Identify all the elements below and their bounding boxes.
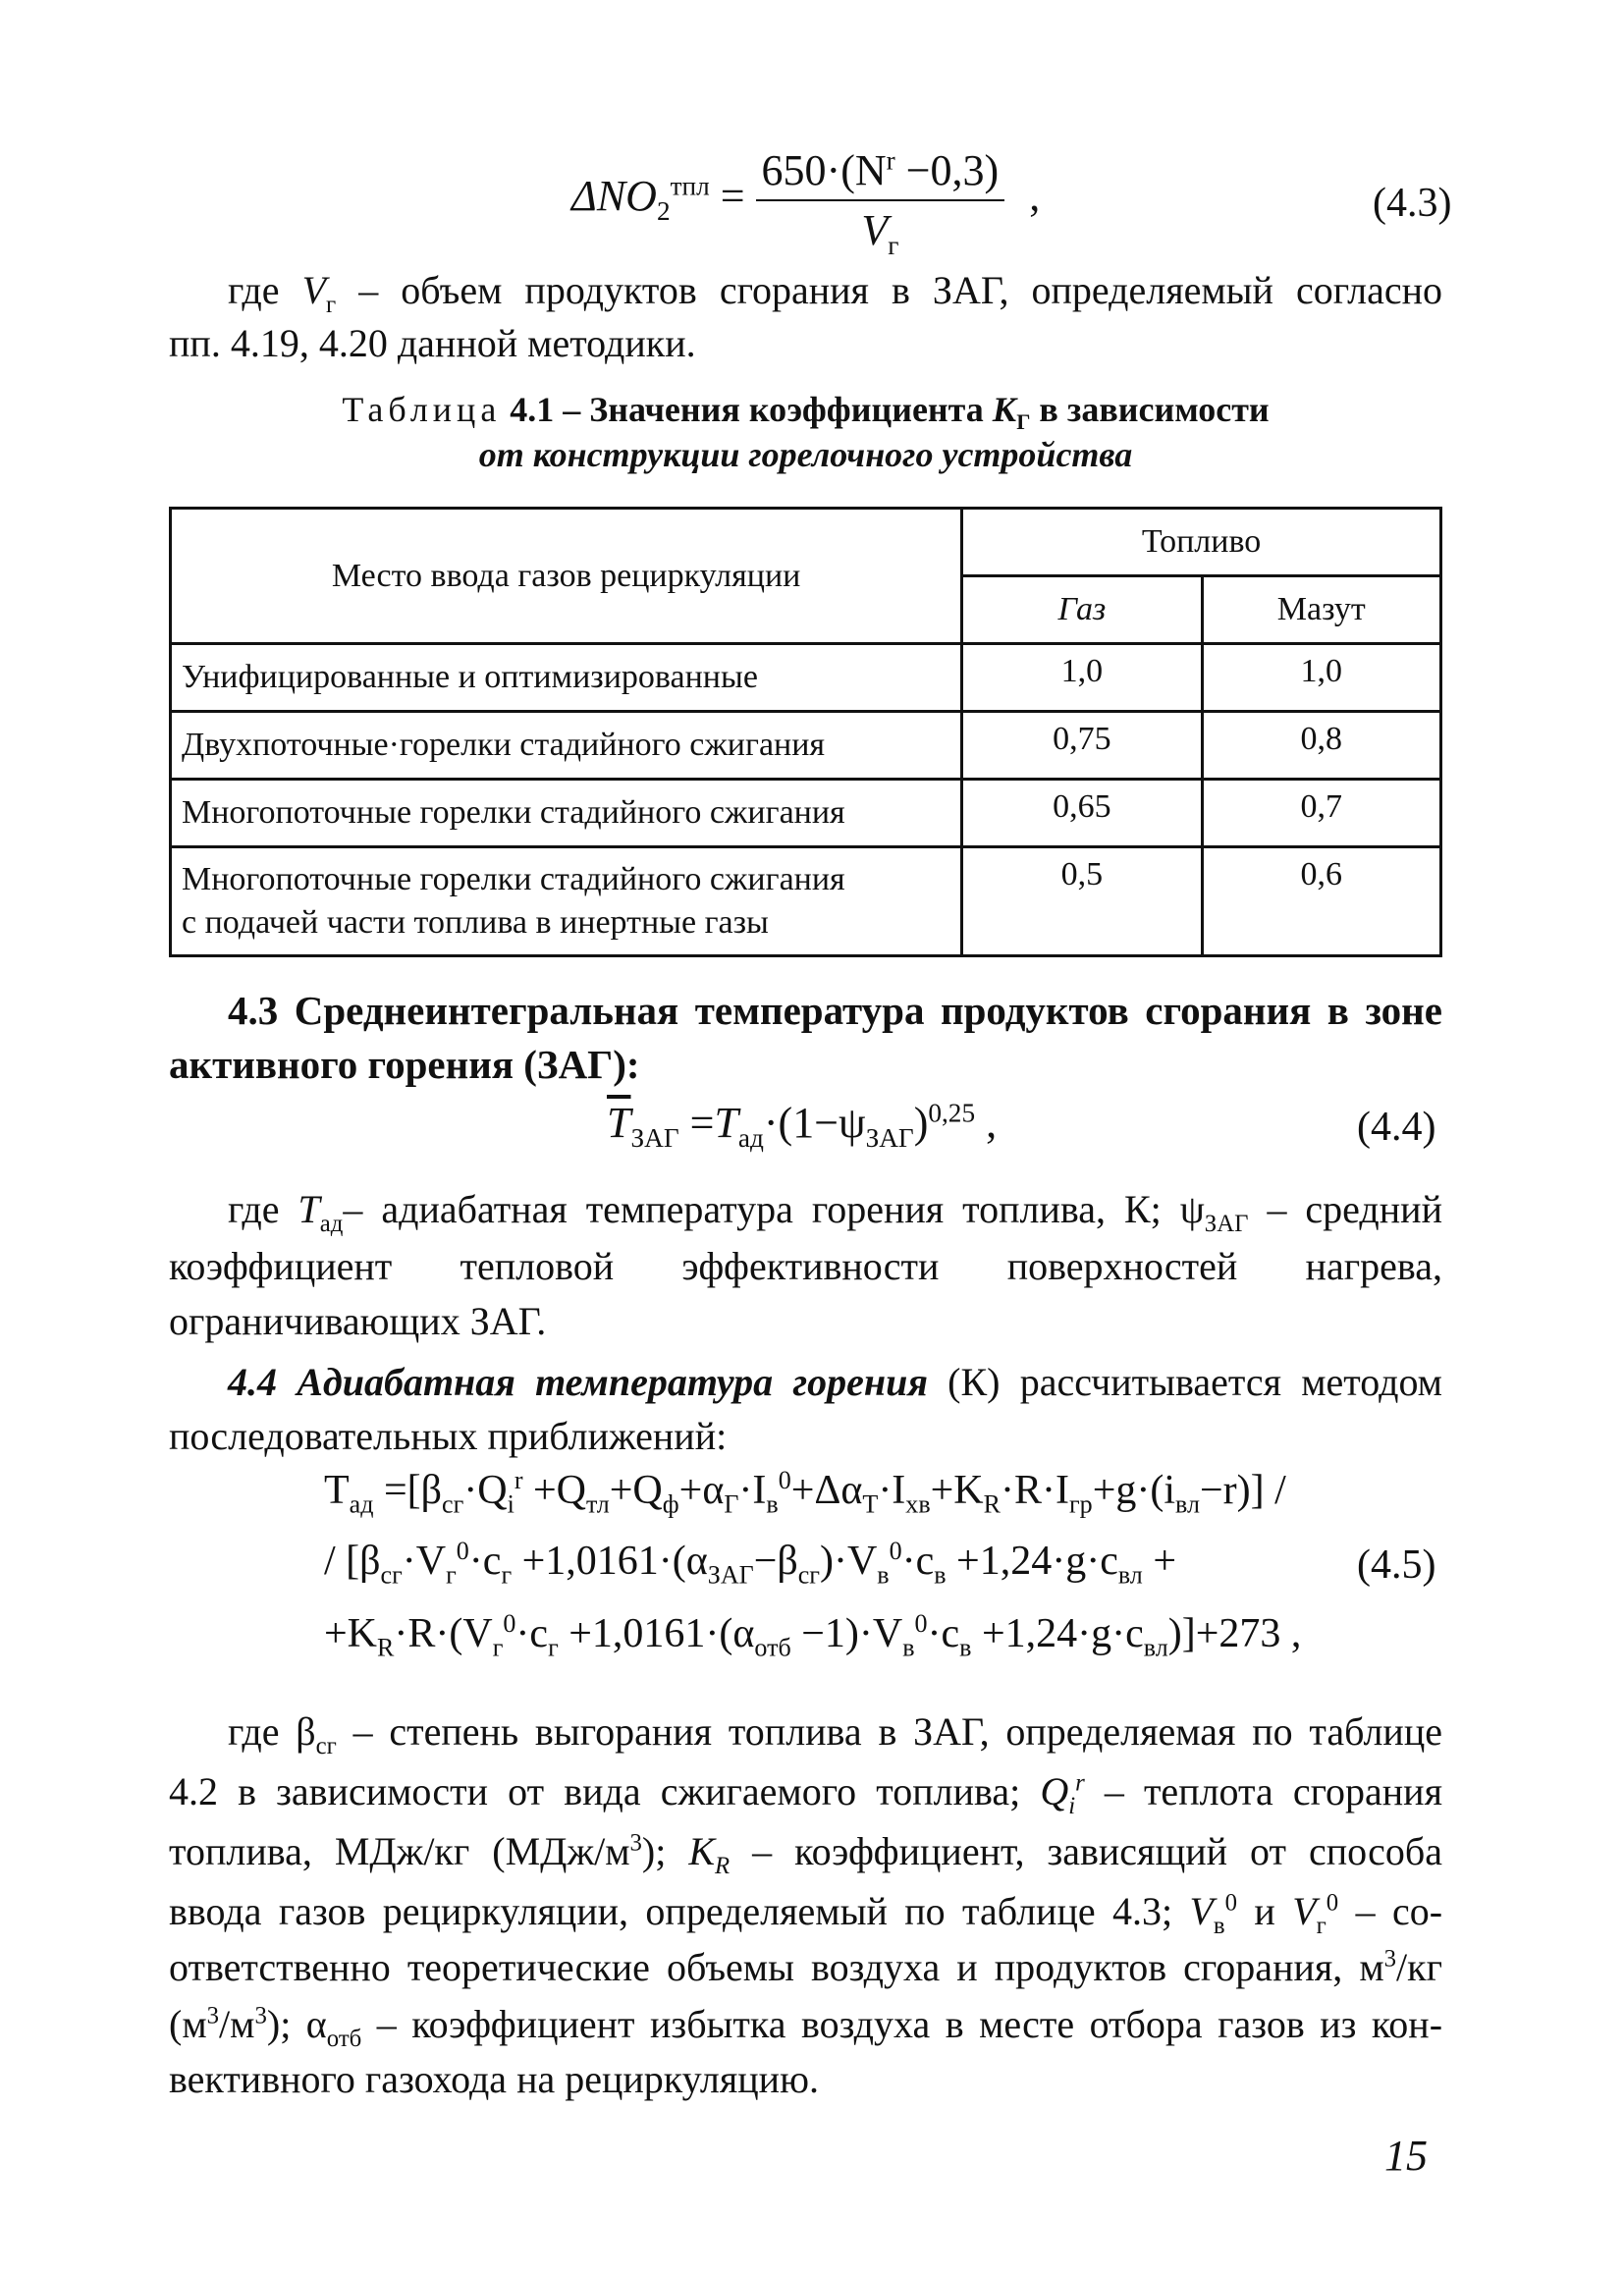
table-cell-mazut: 0,8: [1202, 712, 1441, 780]
para-bsg-line2: 4.2 в зависимости от вида сжигаемого топлива; $Q_i^r$ – теплота сгорания: [169, 1769, 1442, 1819]
para2-prefix: где: [228, 1187, 298, 1231]
table-caption-tail: в зависимости: [1030, 390, 1270, 429]
eq43-num-tail: −0,3): [894, 146, 1000, 194]
section-4-4-line1: [228, 1355, 1442, 1409]
eq44-comma: ,: [975, 1099, 998, 1147]
section-4-4-line2: последовательных приближений:: [169, 1414, 728, 1458]
para2-psi-sub: ЗАГ: [1204, 1211, 1249, 1237]
table-header-place: Место ввода газов рециркуляции: [171, 509, 962, 644]
eq44-lhs: $\overline{T}$: [607, 1099, 631, 1147]
eq43-denominator: V: [861, 206, 889, 254]
equation-4-3: [571, 145, 1041, 260]
table-col-gas: Газ: [962, 576, 1202, 644]
table-caption-line2: от конструкции горелочного устройства: [478, 435, 1133, 474]
para2-t-sub: ад: [319, 1211, 344, 1237]
table-4-1: [169, 507, 1442, 957]
eq44-psi-sub: ЗАГ: [865, 1122, 914, 1153]
table-cell-gas: 1,0: [962, 644, 1202, 712]
section-4-4-rest: (К) рассчитывается методом: [927, 1360, 1442, 1404]
section-4-4-head: 4.4 Адиабатная температура горения: [228, 1360, 928, 1404]
table-cell-mazut: 0,7: [1202, 780, 1441, 847]
eq44-number: (4.4): [1357, 1105, 1436, 1150]
table-cell-place: [171, 847, 962, 956]
eq43-den-sub: г: [888, 230, 899, 260]
para-bsg-line7: вективного газохода на рециркуляцию.: [169, 2057, 819, 2101]
para-tad-line2: коэффициент тепловой эффективности поверхностей нагрева,: [169, 1244, 1442, 1288]
eq45-number: (4.5): [1357, 1542, 1436, 1588]
para-bsg-line5: ответственно теоретические объемы воздуха и продуктов сгорания, $м^3/кг$: [169, 1945, 1442, 1989]
eq43-number: (4.3): [1373, 181, 1452, 226]
eq43-num-sup: r: [886, 145, 895, 176]
page-number: 15: [1384, 2132, 1428, 2180]
equation-4-4: [607, 1098, 998, 1153]
table-header-fuel: Топливо: [962, 509, 1441, 576]
para1-var-sub: г: [326, 292, 337, 318]
eq45-line2: / [$\beta_{сг}\cdot V_г^0\cdot c_г +1,0161\cdot(\alpha_{ЗАГ}-\beta_{сг})\cdot V_в^0\cdot c_в +1,24\cdot g\cdot c_{вл}$ +: [324, 1537, 1176, 1590]
table-col-mazut: Мазут: [1202, 576, 1441, 644]
eq43-lhs: ΔNO: [571, 172, 657, 221]
table-caption-line1: [169, 387, 1442, 435]
table-cell-place: Унифицированные и оптимизированные: [171, 644, 962, 712]
para-vg-line1: [228, 263, 1442, 317]
section-4-3-line2: активного горения (ЗАГ):: [169, 1042, 640, 1087]
para-vg-line2: пп. 4.19, 4.20 данной методики.: [169, 321, 696, 365]
table-caption-k: К: [992, 390, 1017, 429]
eq44-equals: =: [678, 1099, 715, 1147]
para1-prefix: где: [228, 268, 302, 312]
para1-line1: – объем продуктов сгорания в ЗАГ, определяемый согласно: [336, 268, 1442, 312]
table-cell-gas: 0,5: [962, 847, 1202, 956]
eq43-equals: =: [709, 172, 745, 221]
table-cell-mazut: 0,6: [1202, 847, 1441, 956]
eq44-body: ·(1−ψ: [763, 1099, 866, 1147]
table-row: [171, 712, 1441, 780]
table-cell-place: Многопоточные горелки стадийного сжигания: [171, 780, 962, 847]
eq43-lhs-sup: тпл: [670, 171, 710, 201]
para-bsg-line1: где $\beta_{сг}$ – степень выгорания топлива в ЗАГ, определяемая по таблице: [228, 1709, 1442, 1759]
para2-tail: – средний: [1248, 1187, 1442, 1231]
section-4-3-line1: 4.3 Среднеинтегральная температура продуктов сгорания в зоне: [228, 988, 1442, 1033]
table-cell-mazut: 1,0: [1202, 644, 1441, 712]
table-caption-text: 4.1 – Значения коэффициента: [501, 390, 993, 429]
table-cell-place-line2: с подачей части топлива в инертные газы: [182, 904, 769, 941]
table-caption-label: Таблица: [342, 390, 502, 429]
eq44-exp: 0,25: [928, 1098, 976, 1128]
eq45-line1: $T_{ад} =[\beta_{сг}\cdot Q_i^r +Q_{тл}+Q_ф+\alpha_Г\cdot I_в^0+\Delta\alpha_Т\cdot I_{хв}+K_R\cdot R\cdot I_{гр}+g\cdot(i_{вл}-r)]$ /: [324, 1466, 1286, 1519]
table-cell-place: Двухпоточные·горелки стадийного сжигания: [171, 712, 962, 780]
eq43-lhs-sub: 2: [656, 195, 671, 226]
eq44-close: ): [913, 1099, 929, 1147]
para2-t: T: [298, 1187, 320, 1231]
eq45-line3: $+K_R\cdot R\cdot(V_г^0\cdot c_г +1,0161\cdot(\alpha_{отб} -1)\cdot V_в^0\cdot c_в +1,24\cdot g\cdot c_{вл})]+273$ ,: [324, 1609, 1302, 1662]
eq44-t: T: [714, 1099, 738, 1147]
para-bsg-line3: топлива, МДж/кг $(МДж/м^3)$; $K_R$ – коэффициент, зависящий от способа: [169, 1829, 1443, 1879]
para-bsg-line6: $(м^3/м^3)$; $\alpha_{отб}$ – коэффициент избытка воздуха в месте отбора газов из кон-: [169, 2002, 1443, 2052]
table-row: [171, 780, 1441, 847]
table-row: [171, 644, 1441, 712]
para-tad-line3: ограничивающих ЗАГ.: [169, 1299, 547, 1343]
para1-var: V: [301, 268, 327, 312]
table-cell-place-line1: Многопоточные горелки стадийного сжигания: [182, 861, 845, 897]
table-cell-gas: 0,65: [962, 780, 1202, 847]
para-tad-line1: [228, 1182, 1442, 1236]
eq43-comma: ,: [1029, 172, 1041, 221]
table-row: [171, 847, 1441, 956]
eq44-lhs-sub: ЗАГ: [630, 1122, 679, 1153]
eq43-numerator: 650·(N: [761, 146, 887, 194]
para-bsg-line4: ввода газов рециркуляции, определяемый по таблице 4.3; $V_в^0$ и $V_г^0 - со-$: [169, 1889, 1443, 1939]
eq44-t-sub: ад: [737, 1122, 764, 1153]
eq43-fraction: [756, 145, 1005, 260]
table-caption-k-sub: Г: [1016, 409, 1031, 435]
table-cell-gas: 0,75: [962, 712, 1202, 780]
para2-text: – адиабатная температура горения топлива, К; ψ: [343, 1187, 1205, 1231]
table-caption: [169, 387, 1442, 477]
